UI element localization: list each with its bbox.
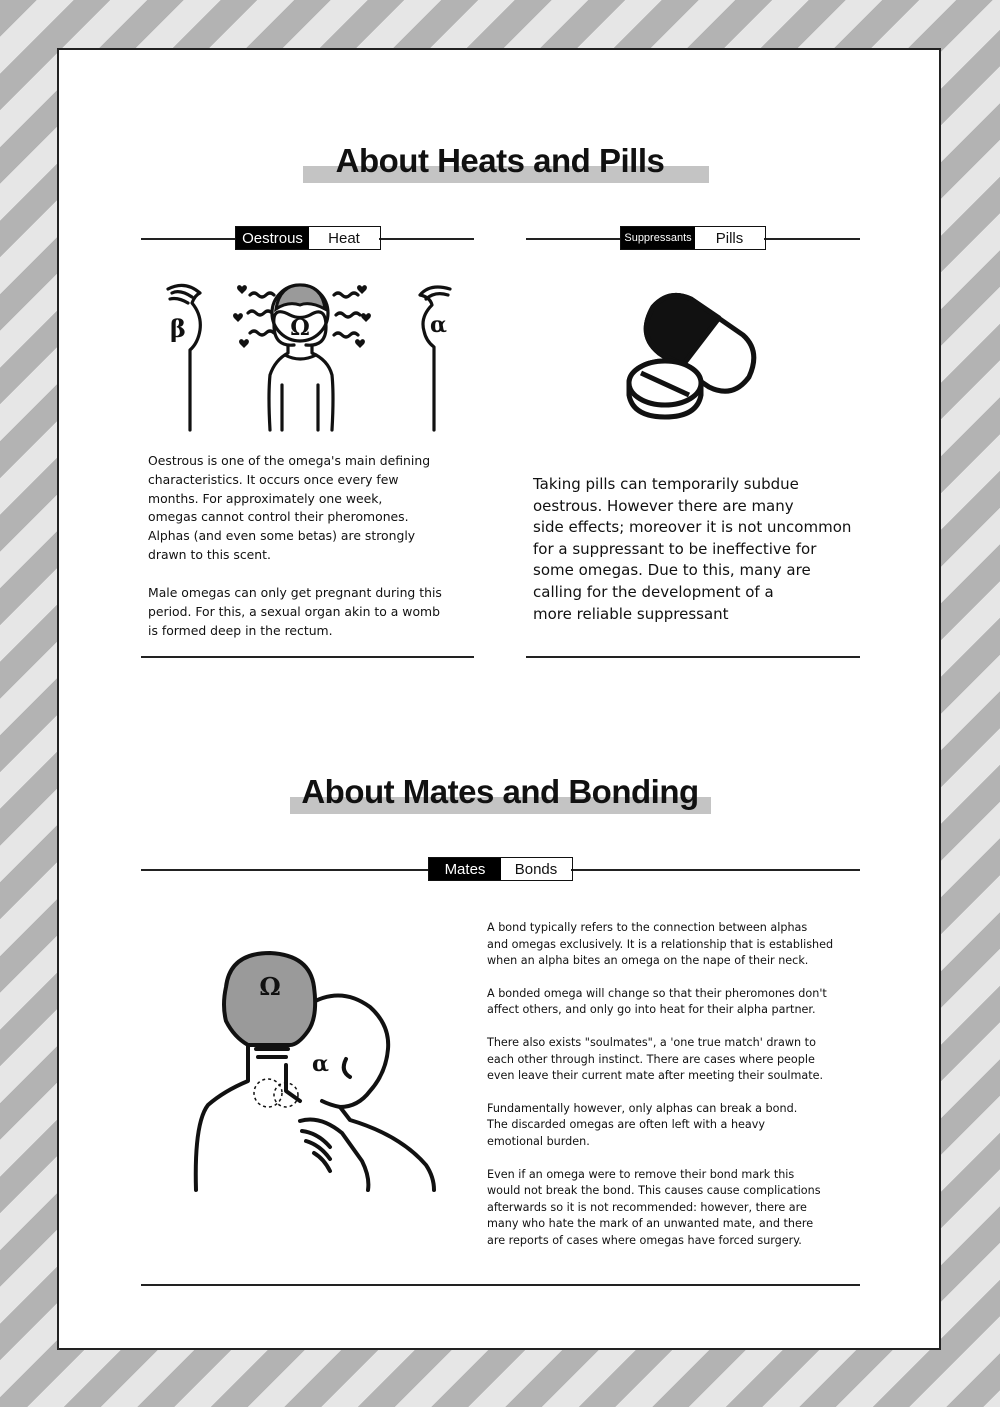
suppressant-description: Taking pills can temporarily subdue oestrous. However there are many side effects; moreover it is not uncommon for a suppressant to be ineffective for some omegas. Due to this, many are calling for the development of a more reliable suppressant xyxy=(533,475,852,623)
tab-mates-label: Mates xyxy=(429,858,501,880)
section1-heading xyxy=(0,142,1000,180)
tab-mates-bonds xyxy=(428,857,573,881)
tab-bonds-label: Bonds xyxy=(501,858,571,880)
pill-icon xyxy=(625,285,760,420)
tab-suppressants-pills xyxy=(620,226,766,250)
tab-suppressants-label: Suppressants xyxy=(621,227,695,249)
tab-heat-label: Heat xyxy=(309,227,379,249)
bond-paragraph: A bonded omega will change so that their pheromones don't affect others, and only go into heat for their alpha partner. xyxy=(487,986,827,1017)
bond-paragraph: Fundamentally however, only alphas can break a bond. The discarded omegas are often left with a heavy emotional burden. xyxy=(487,1101,798,1148)
right-bottom-rule xyxy=(526,656,860,658)
bond-omega-symbol: Ω xyxy=(259,972,281,1001)
section2-title: About Mates and Bonding xyxy=(301,773,699,810)
bond-paragraph: Even if an omega were to remove their bond mark this would not break the bond. This causes cause complications afterwards so it is not recommended: however, there are many who hate the mark of an unwanted mate, and there are reports of cases where omegas have forced surgery. xyxy=(487,1167,821,1247)
bonding-description xyxy=(487,920,859,1266)
bond-paragraph: A bond typically refers to the connection between alphas and omegas exclusively. It is a relationship that is established when an alpha bites an omega on the nape of their neck. xyxy=(487,921,834,968)
section2-heading xyxy=(0,773,1000,811)
beta-symbol: β xyxy=(170,314,186,343)
oestrous-description: Oestrous is one of the omega's main defining characteristics. It occurs once every few months. For approximately one week, omegas cannot control their pheromones. Alphas (and even some betas) are strongly drawn to this scent. xyxy=(148,453,431,562)
tab-pills-label: Pills xyxy=(695,227,764,249)
omega-symbol: Ω xyxy=(290,315,310,341)
left-bottom-rule xyxy=(141,656,474,658)
bond-alpha-symbol: α xyxy=(312,1051,329,1077)
bond-paragraph: There also exists "soulmates", a 'one true match' drawn to each other through instinct. There are cases where people even leave their current mate after meeting their soulmate. xyxy=(487,1035,824,1083)
bonding-illustration xyxy=(190,945,440,1190)
section1-title: About Heats and Pills xyxy=(335,142,665,179)
section2-bottom-rule xyxy=(141,1284,860,1286)
alpha-symbol: α xyxy=(430,312,447,338)
male-omega-description: Male omegas can only get pregnant during this period. For this, a sexual organ akin to a womb is formed deep in the rectum. xyxy=(148,585,442,638)
tab-oestrous-heat xyxy=(235,226,381,250)
heat-figures-illustration xyxy=(150,275,470,440)
tab-oestrous-label: Oestrous xyxy=(236,227,309,249)
